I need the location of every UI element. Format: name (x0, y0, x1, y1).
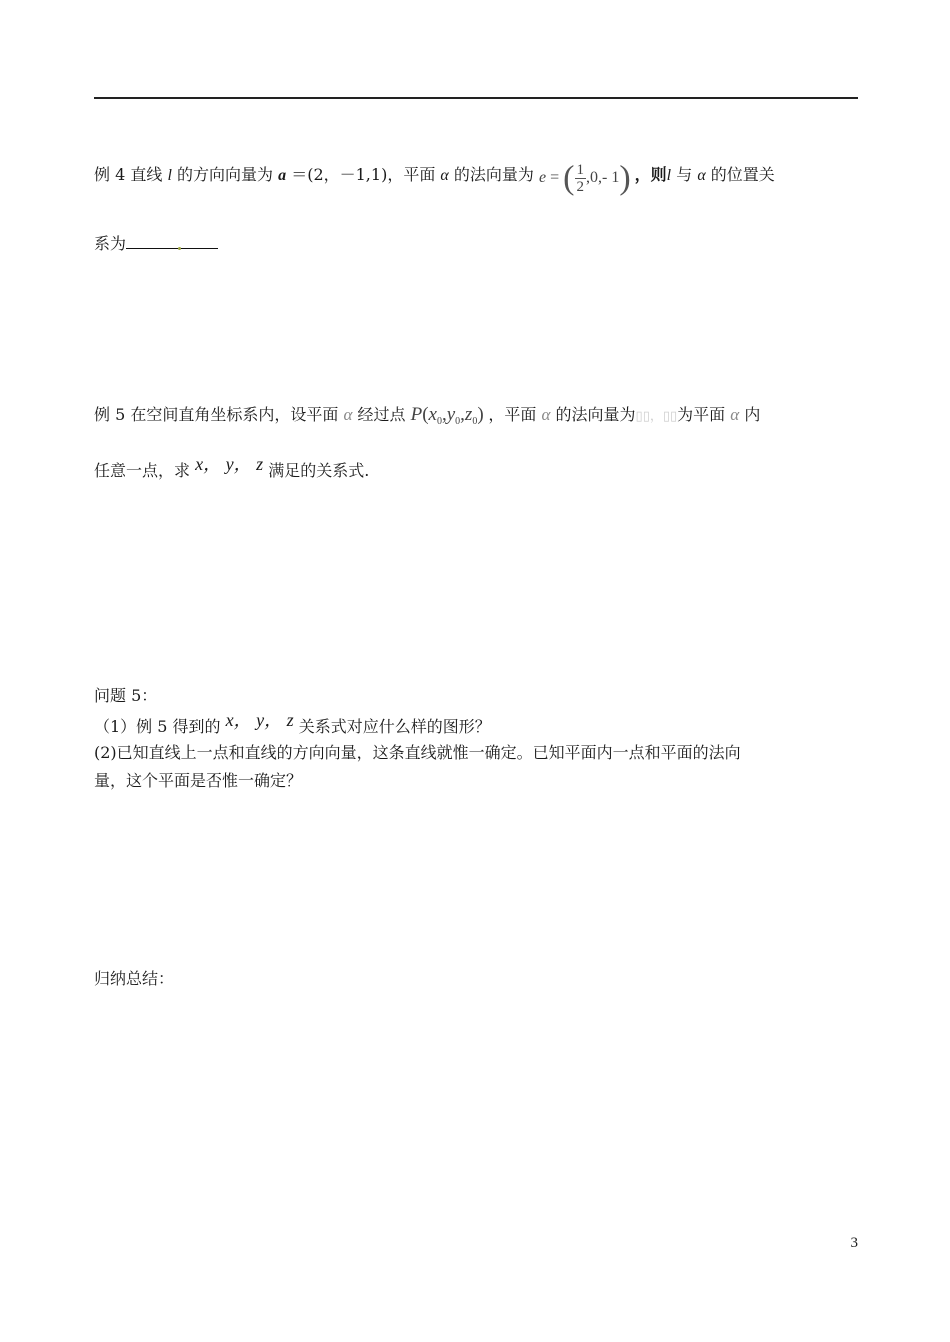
example-4-line-2: 系为 (94, 232, 218, 254)
question-5-title: 问题 5： (94, 686, 158, 705)
answer-blank (126, 232, 218, 249)
fraction: $\frac{1}{2}$ (576, 162, 584, 195)
faded-formula: ▯▯，▯▯ (635, 409, 678, 424)
page-number: 3 (850, 1235, 858, 1251)
question-5-item-1: （1）例 5 得到的 x， y， z 关系式对应什么样的图形？ (94, 710, 491, 736)
normal-vector-formula: e = ( $\frac{1}{2}$ ,0,- 1) (539, 159, 631, 197)
example-5-line-2: 任意一点，求 x， y， z 满足的关系式. (94, 454, 370, 480)
question-5-item-2: (2)已知直线上一点和直线的方向向量，这条直线就惟一确定。已知平面内一点和平面的法向 (94, 743, 741, 762)
point-p-formula: $P(x_0,y_0,z_0)$ (410, 404, 489, 427)
example-5-line-1: 例 5 在空间直角坐标系内，设平面 α 经过点 $P(x_0,y_0,z_0)$ ，平面 α 的法向量为▯▯，▯▯为平面 α 内 (94, 404, 761, 427)
header-rule (94, 97, 858, 99)
example-4-line-1: 例 4 直线 l 的方向向量为 a ＝(2，－1,1)，平面 α 的法向量为 e = ( $\frac{1}{2}$ ,0,- 1) ，则l 与 α 的位置关 (94, 159, 775, 197)
question-5-item-2-cont: 量，这个平面是否惟一确定？ (94, 771, 303, 790)
summary-heading: 归纳总结： (94, 969, 175, 988)
